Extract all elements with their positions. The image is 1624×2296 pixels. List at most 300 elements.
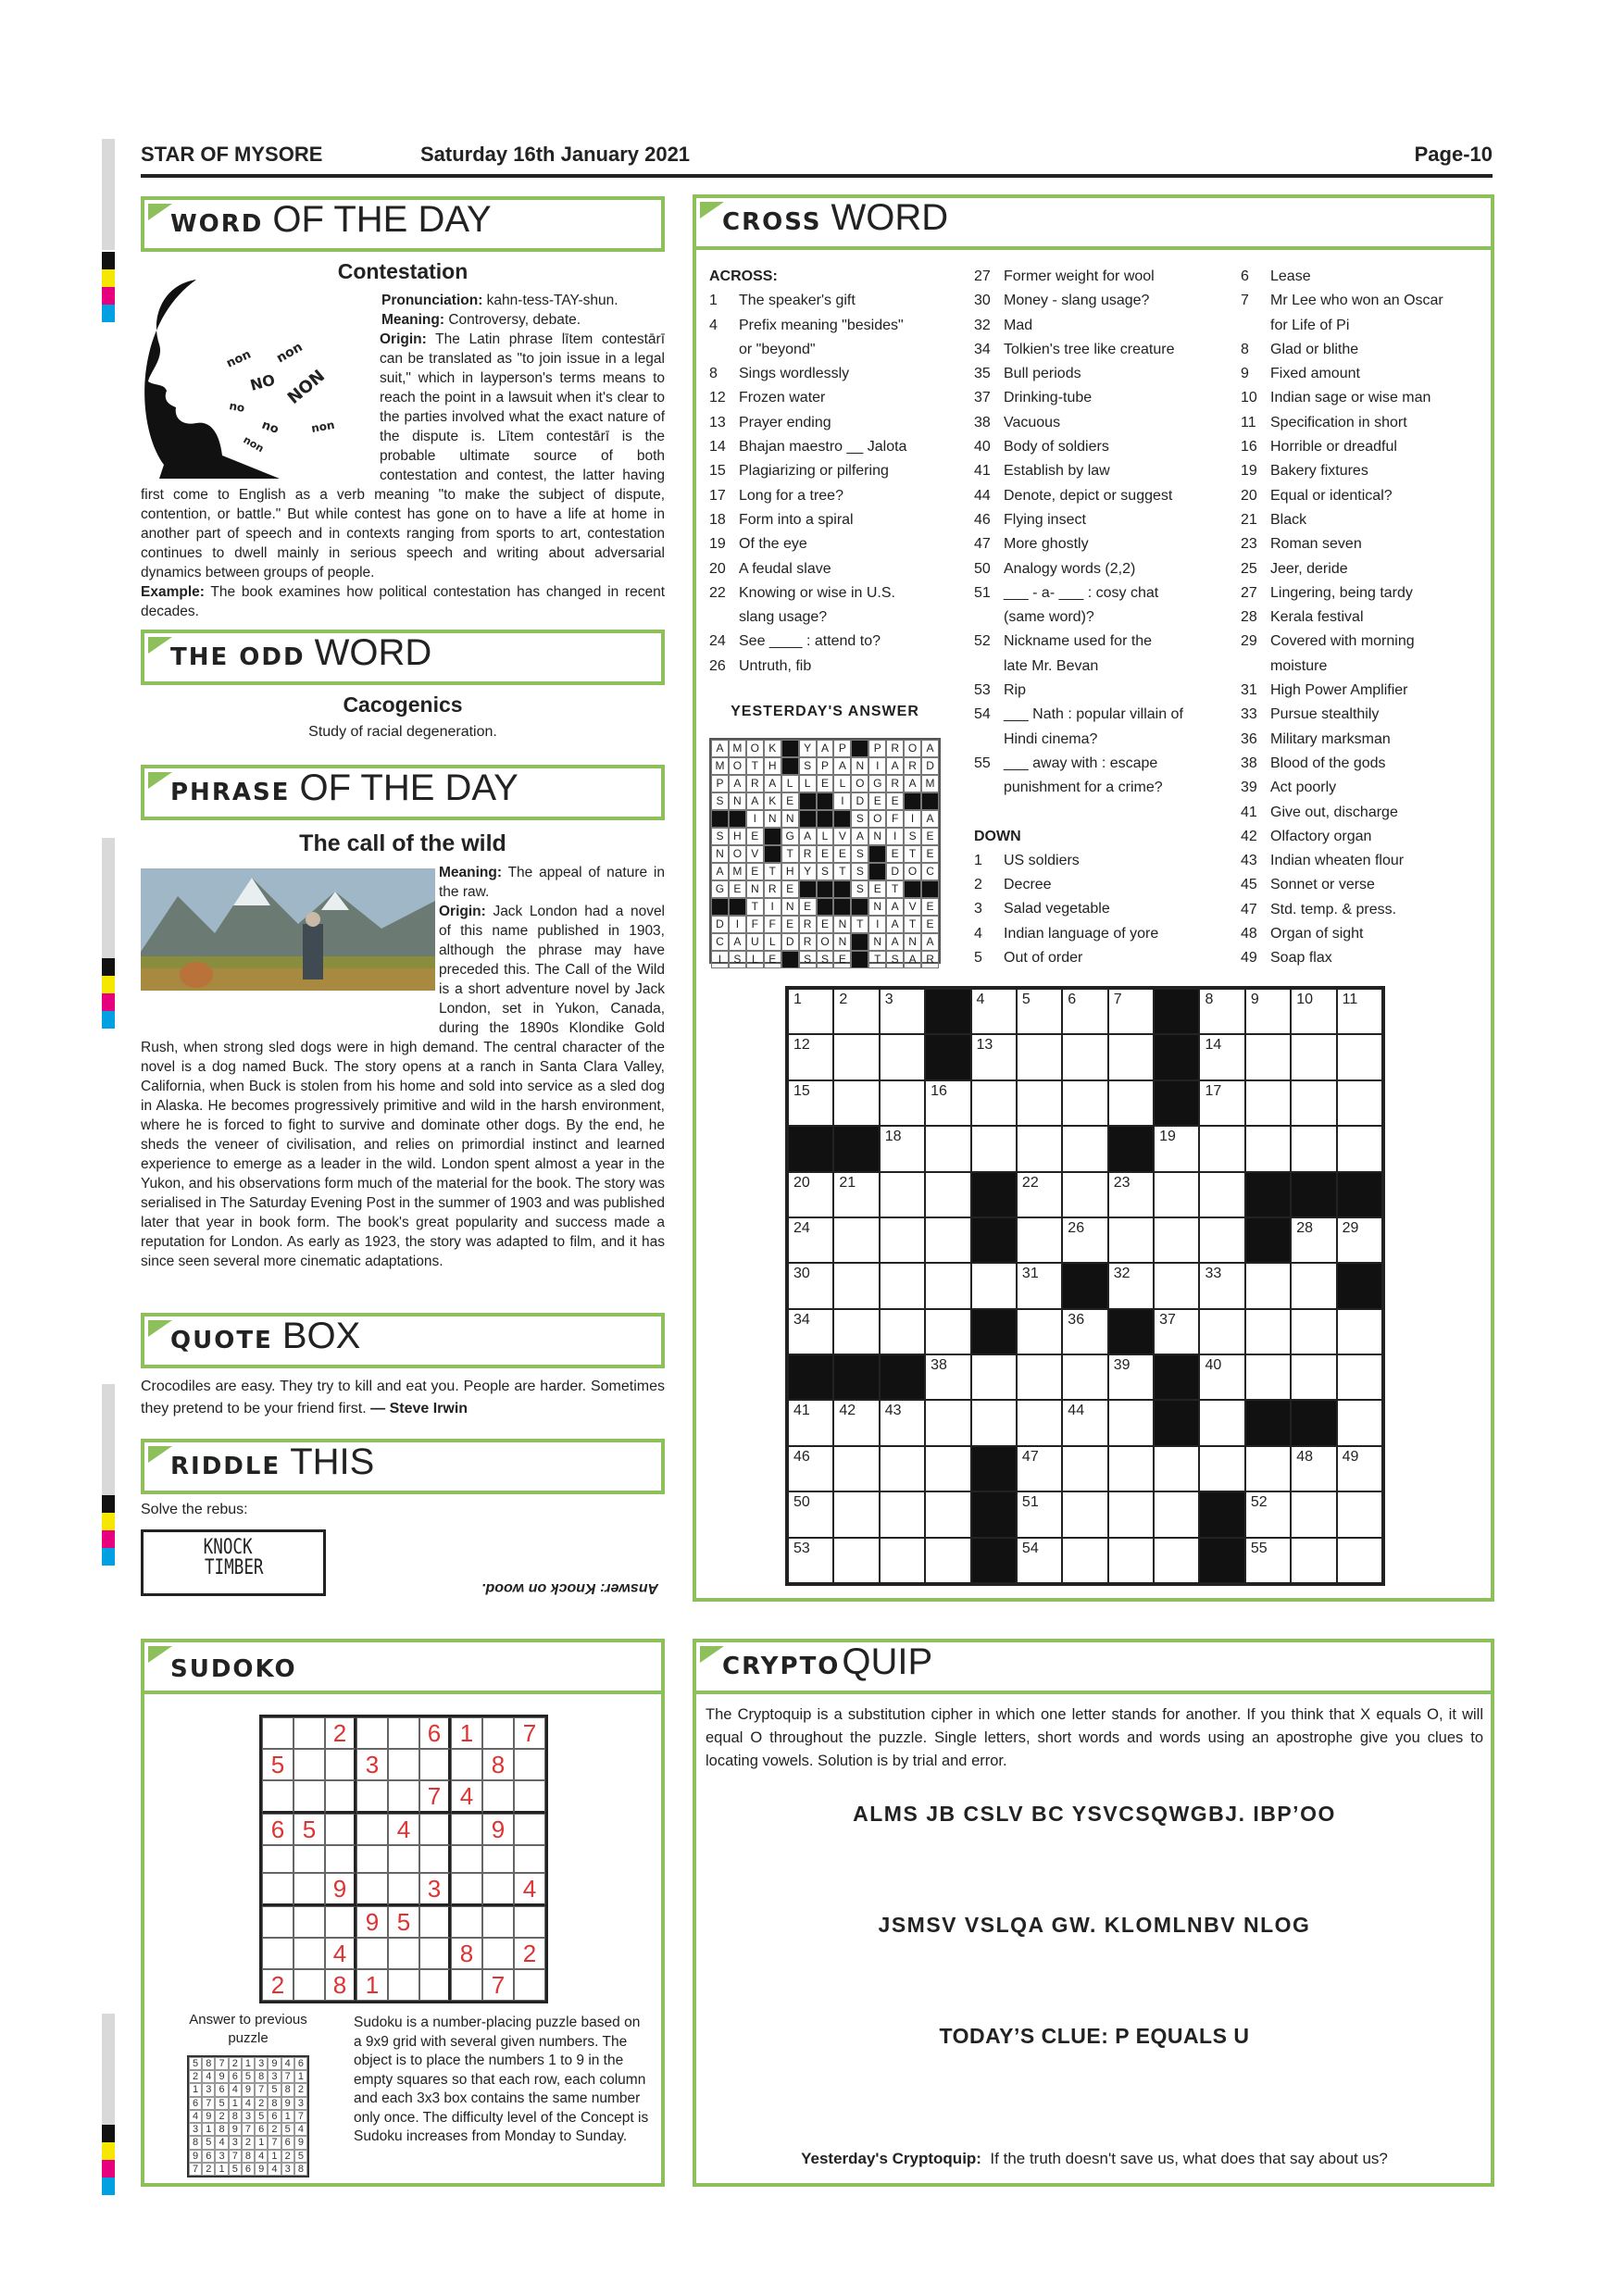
sudoku-cell[interactable]: 2 (262, 1969, 294, 2001)
grid-cell[interactable] (1108, 1080, 1154, 1126)
grid-cell[interactable] (1337, 1217, 1382, 1263)
sudoku-cell[interactable] (451, 1969, 482, 2001)
rebus-word-timber: TIMBER (204, 1556, 264, 1579)
clue-item: 19 Bakery fixtures (1241, 463, 1368, 480)
sudoku-cell[interactable]: 2 (514, 1938, 545, 1969)
grid-cell[interactable] (1199, 1217, 1244, 1263)
grid-cell[interactable] (788, 1080, 833, 1126)
grid-cell[interactable] (1199, 1172, 1244, 1217)
clue-item: 25 Jeer, deride (1241, 560, 1348, 577)
page-header (141, 141, 1493, 178)
sudoku-cell[interactable]: 9 (325, 1873, 356, 1906)
sudoku-cell[interactable]: 2 (325, 1717, 356, 1749)
grid-cell[interactable] (1245, 1034, 1291, 1079)
grid-cell[interactable] (833, 1263, 879, 1308)
grid-cell[interactable] (833, 1491, 879, 1537)
grid-cell[interactable] (1062, 1309, 1107, 1354)
sudoku-cell[interactable]: 1 (356, 1969, 388, 2001)
sudoku-cell[interactable] (514, 1749, 545, 1780)
grid-cell[interactable] (1154, 1446, 1199, 1491)
grid-cell[interactable] (833, 1172, 879, 1217)
grid-cell[interactable] (833, 1080, 879, 1126)
black-cell (1337, 1172, 1382, 1217)
grid-cell[interactable] (1062, 1217, 1107, 1263)
grid-cell[interactable] (925, 1217, 970, 1263)
clue-item: 29 Covered with morning (1241, 633, 1415, 650)
sudoku-cell[interactable]: 4 (325, 1938, 356, 1969)
grid-cell[interactable] (880, 989, 925, 1034)
sudoku-cell[interactable] (388, 1717, 419, 1749)
grid-cell[interactable] (833, 1309, 879, 1354)
cell-number: 4 (976, 992, 985, 1007)
sudoku-cell[interactable]: 3 (419, 1873, 451, 1906)
grid-cell[interactable] (1062, 1446, 1107, 1491)
grid-cell[interactable] (1291, 1126, 1336, 1171)
solution-cell: 4 (215, 2136, 228, 2149)
grid-cell[interactable] (788, 1538, 833, 1583)
grid-cell[interactable] (1108, 1263, 1154, 1308)
black-cell (1291, 1400, 1336, 1445)
cell-number: 54 (1021, 1540, 1039, 1556)
grid-cell[interactable] (880, 1309, 925, 1354)
grid-cell[interactable] (925, 1538, 970, 1583)
answer-cell: D (711, 916, 729, 933)
grid-cell[interactable] (1291, 1263, 1336, 1308)
grid-cell[interactable] (880, 1538, 925, 1583)
sudoku-cell[interactable] (482, 1717, 514, 1749)
grid-cell[interactable] (1337, 1400, 1382, 1445)
sudoku-cell[interactable] (294, 1969, 325, 2001)
sudoku-cell[interactable] (262, 1717, 294, 1749)
answer-cell: T (746, 898, 764, 916)
grid-cell[interactable] (925, 1446, 970, 1491)
sudoku-cell[interactable]: 7 (482, 1969, 514, 2001)
answer-cell (817, 810, 834, 828)
clue-item: 8 Sings wordlessly (709, 366, 850, 382)
answer-cell: A (921, 933, 939, 951)
grid-cell[interactable] (1108, 1354, 1154, 1400)
solution-cell: 9 (268, 2057, 281, 2070)
sudoku-cell[interactable] (451, 1845, 482, 1873)
sudoku-cell[interactable]: 4 (388, 1814, 419, 1845)
grid-cell[interactable] (833, 1538, 879, 1583)
sudoku-cell[interactable] (514, 1814, 545, 1845)
sudoku-cell[interactable] (262, 1873, 294, 1906)
sudoku-cell[interactable]: 6 (419, 1717, 451, 1749)
grid-cell[interactable] (1154, 1126, 1199, 1171)
grid-cell[interactable] (880, 1217, 925, 1263)
sudoku-cell[interactable] (294, 1845, 325, 1873)
grid-cell[interactable] (925, 1400, 970, 1445)
clue-item: 4 Indian language of yore (974, 925, 1159, 942)
black-cell (1108, 1126, 1154, 1171)
solution-cell: 7 (229, 2150, 242, 2163)
sudoku-cell[interactable] (388, 1969, 419, 2001)
grid-cell[interactable] (1291, 1446, 1336, 1491)
grid-cell[interactable] (971, 1126, 1017, 1171)
grid-cell[interactable] (880, 1446, 925, 1491)
solution-cell: 9 (202, 2110, 215, 2123)
sudoku-cell[interactable] (482, 1780, 514, 1814)
grid-cell[interactable] (833, 1034, 879, 1079)
grid-cell[interactable] (833, 1400, 879, 1445)
crossword-grid[interactable] (785, 986, 1385, 1586)
grid-cell[interactable] (1062, 989, 1107, 1034)
sudoku-cell[interactable] (356, 1845, 388, 1873)
grid-cell[interactable] (788, 1263, 833, 1308)
grid-cell[interactable] (1062, 1172, 1107, 1217)
sudoku-cell[interactable] (451, 1906, 482, 1938)
grid-cell[interactable] (1199, 1400, 1244, 1445)
grid-cell[interactable] (1017, 1034, 1062, 1079)
answer-cell: E (764, 951, 781, 968)
sudoku-cell[interactable] (325, 1814, 356, 1845)
grid-cell[interactable] (788, 1217, 833, 1263)
grid-cell[interactable] (1108, 1217, 1154, 1263)
grid-cell[interactable] (1245, 1309, 1291, 1354)
grid-cell[interactable] (833, 1446, 879, 1491)
grid-cell[interactable] (1291, 1080, 1336, 1126)
answer-cell: I (746, 810, 764, 828)
grid-cell[interactable] (1062, 1126, 1107, 1171)
grid-cell[interactable] (1017, 1354, 1062, 1400)
solution-cell: 2 (294, 2083, 307, 2096)
sudoku-cell[interactable] (419, 1814, 451, 1845)
word-details-side: Pronunciation: kahn-tess-TAY-shun. Meaning: Controversy, debate. (381, 293, 618, 328)
answer-cell: O (817, 933, 834, 951)
grid-cell[interactable] (925, 1080, 970, 1126)
grid-cell[interactable] (1154, 1172, 1199, 1217)
grid-cell[interactable] (880, 1172, 925, 1217)
solution-cell: 9 (281, 2097, 294, 2110)
quote-text: Crocodiles are easy. They try to kill and eat you. People are harder. Sometimes they pretend to be your friend first. (141, 1379, 665, 1416)
grid-cell[interactable] (1337, 1538, 1382, 1583)
grid-cell[interactable] (1017, 1263, 1062, 1308)
grid-cell[interactable] (1199, 989, 1244, 1034)
sudoku-cell[interactable] (294, 1749, 325, 1780)
sudoku-cell[interactable] (419, 1749, 451, 1780)
cryptoquip-clue: TODAY’S CLUE: P EQUALS U (939, 2024, 1250, 2048)
sudoku-cell[interactable] (419, 1845, 451, 1873)
sudoku-grid[interactable] (259, 1715, 548, 2003)
sudoku-cell[interactable]: 3 (356, 1749, 388, 1780)
cell-number: 26 (1068, 1219, 1085, 1236)
cell-number: 7 (1113, 992, 1122, 1007)
phrase-origin: Jack London had a novel of this name published in 1903, although the phrase may have preceded this. The Call of the Wild is a short adventure novel by Jack London, set in Yukon, Canada, during the 1890s Klondike Gold Rush, when strong sled dogs were in high demand. The central character of the novel is a dog named Buck. The story opens at a ranch in Santa Clara Valley, California, when Buck is stolen from his home and sold into service as a sled dog in Alaska. He becomes progressively primitive and wild in the harsh environment, where he is forced to fight to survive and dominate other dogs. By the end, he sheds the veneer of civilisation, and relies on primordial instinct and learned experience to emerge as a leader in the wild. London spent almost a year in the Yukon, and his observations form much of the material for the book. The story was serialised in The Saturday Evening Post in the summer of 1903 and was published later that year in book form. The book's great popularity and success made a reputation for London. As early as 1923, the story was adapted to film, and it has since seen several more cinematic adaptations. (141, 904, 666, 1269)
solution-cell: 9 (229, 2123, 242, 2136)
sudoku-cell[interactable] (482, 1938, 514, 1969)
answer-cell: S (851, 863, 868, 880)
clue-item: 34 Tolkien's tree like creature (974, 341, 1175, 357)
clue-item: 1 US soldiers (974, 852, 1080, 868)
grid-cell[interactable] (880, 1034, 925, 1079)
clue-item: 47 More ghostly (974, 536, 1089, 553)
grid-cell[interactable] (1337, 1446, 1382, 1491)
cell-number: 32 (1113, 1266, 1131, 1282)
sudoku-cell[interactable] (419, 1969, 451, 2001)
grid-cell[interactable] (1108, 1034, 1154, 1079)
grid-cell[interactable] (1017, 1538, 1062, 1583)
sudoku-cell[interactable] (482, 1906, 514, 1938)
clue-item: 49 Soap flax (1241, 950, 1332, 967)
grid-cell[interactable] (1337, 1126, 1382, 1171)
grid-cell[interactable] (1199, 1034, 1244, 1079)
grid-cell[interactable] (788, 1400, 833, 1445)
answer-cell: Y (799, 863, 817, 880)
grid-cell[interactable] (788, 1491, 833, 1537)
grid-cell[interactable] (1017, 1309, 1062, 1354)
grid-cell[interactable] (1199, 1446, 1244, 1491)
solution-cell: 6 (255, 2123, 268, 2136)
sudoku-cell[interactable] (356, 1873, 388, 1906)
grid-cell[interactable] (1337, 1034, 1382, 1079)
grid-cell[interactable] (1199, 1354, 1244, 1400)
grid-cell[interactable] (1337, 1354, 1382, 1400)
sudoku-cell[interactable]: 7 (419, 1780, 451, 1814)
grid-cell[interactable] (880, 1400, 925, 1445)
grid-cell[interactable] (1337, 1080, 1382, 1126)
grid-cell[interactable] (1245, 1126, 1291, 1171)
grid-cell[interactable] (1154, 1309, 1199, 1354)
grid-cell[interactable] (1062, 1080, 1107, 1126)
answer-cell: S (817, 863, 834, 880)
grid-cell[interactable] (1337, 989, 1382, 1034)
answer-cell (833, 898, 851, 916)
sudoku-cell[interactable]: 5 (262, 1749, 294, 1780)
sudoku-cell[interactable]: 1 (451, 1717, 482, 1749)
grid-cell[interactable] (1245, 1446, 1291, 1491)
grid-cell[interactable] (925, 1126, 970, 1171)
grid-cell[interactable] (880, 1126, 925, 1171)
grid-cell[interactable] (1245, 1538, 1291, 1583)
grid-cell[interactable] (1017, 1491, 1062, 1537)
answer-cell: O (729, 757, 746, 775)
grid-cell[interactable] (1017, 1126, 1062, 1171)
grid-cell[interactable] (1108, 1446, 1154, 1491)
sudoku-cell[interactable]: 8 (451, 1938, 482, 1969)
solution-cell: 8 (268, 2097, 281, 2110)
clue-item: 15 Plagiarizing or pilfering (709, 463, 889, 480)
answer-cell (817, 898, 834, 916)
grid-cell[interactable] (925, 1491, 970, 1537)
grid-cell[interactable] (1062, 1538, 1107, 1583)
grid-cell[interactable] (1291, 989, 1336, 1034)
grid-cell[interactable] (1291, 1034, 1336, 1079)
grid-cell[interactable] (788, 1446, 833, 1491)
grid-cell[interactable] (1199, 1080, 1244, 1126)
sudoku-cell[interactable]: 9 (356, 1906, 388, 1938)
sudoku-cell[interactable] (356, 1814, 388, 1845)
black-cell (880, 1354, 925, 1400)
grid-cell[interactable] (1337, 1491, 1382, 1537)
grid-cell[interactable] (925, 1172, 970, 1217)
sudoku-cell[interactable] (325, 1749, 356, 1780)
grid-cell[interactable] (1245, 1491, 1291, 1537)
sudoku-cell[interactable]: 8 (482, 1749, 514, 1780)
grid-cell[interactable] (1199, 1309, 1244, 1354)
grid-cell[interactable] (1199, 1263, 1244, 1308)
grid-cell[interactable] (1154, 1217, 1199, 1263)
grid-cell[interactable] (1108, 1172, 1154, 1217)
solution-cell: 6 (242, 2163, 255, 2176)
sudoku-cell[interactable] (514, 1969, 545, 2001)
grid-cell[interactable] (1291, 1309, 1336, 1354)
grid-cell[interactable] (833, 989, 879, 1034)
grid-cell[interactable] (788, 1309, 833, 1354)
quote (141, 1376, 665, 1420)
grid-cell[interactable] (971, 989, 1017, 1034)
cell-number: 37 (1159, 1311, 1176, 1328)
sudoku-cell[interactable] (388, 1780, 419, 1814)
grid-cell[interactable] (1017, 1217, 1062, 1263)
grid-cell[interactable] (1154, 1263, 1199, 1308)
clue-item: 53 Rip (974, 682, 1027, 699)
sudoku-cell[interactable]: 8 (325, 1969, 356, 2001)
sudoku-cell[interactable] (262, 1938, 294, 1969)
grid-cell[interactable] (1017, 989, 1062, 1034)
sudoku-cell[interactable] (325, 1780, 356, 1814)
grid-cell[interactable] (1062, 1034, 1107, 1079)
grid-cell[interactable] (1291, 1538, 1336, 1583)
sudoku-cell[interactable] (325, 1906, 356, 1938)
sudoku-cell[interactable] (451, 1814, 482, 1845)
sudoku-cell[interactable] (482, 1845, 514, 1873)
grid-cell[interactable] (971, 1400, 1017, 1445)
registration-bar (102, 139, 115, 250)
answer-cell (868, 863, 886, 880)
grid-cell[interactable] (1108, 1400, 1154, 1445)
sudoku-cell[interactable]: 5 (388, 1906, 419, 1938)
black-cell (1245, 1217, 1291, 1263)
sudoku-cell[interactable] (356, 1938, 388, 1969)
answer-cell: L (833, 775, 851, 792)
sudoku-cell[interactable] (514, 1906, 545, 1938)
grid-cell[interactable] (788, 989, 833, 1034)
solution-cell: 7 (281, 2070, 294, 2083)
grid-cell[interactable] (1017, 1446, 1062, 1491)
answer-cell (711, 898, 729, 916)
grid-cell[interactable] (1108, 1491, 1154, 1537)
sudoku-cell[interactable] (356, 1780, 388, 1814)
grid-cell[interactable] (880, 1263, 925, 1308)
grid-cell[interactable] (1062, 1354, 1107, 1400)
grid-cell[interactable] (971, 1034, 1017, 1079)
black-cell (1291, 1172, 1336, 1217)
answer-cell: A (921, 810, 939, 828)
sudoku-cell[interactable] (294, 1906, 325, 1938)
sudoku-cell[interactable]: 4 (514, 1873, 545, 1906)
grid-cell[interactable] (1291, 1354, 1336, 1400)
grid-cell[interactable] (971, 1354, 1017, 1400)
sudoku-cell[interactable] (262, 1845, 294, 1873)
sudoku-cell[interactable] (419, 1938, 451, 1969)
sudoku-cell[interactable]: 4 (451, 1780, 482, 1814)
sudoku-cell[interactable] (325, 1845, 356, 1873)
grid-cell[interactable] (1291, 1217, 1336, 1263)
sudoku-cell[interactable] (356, 1717, 388, 1749)
grid-cell[interactable] (1291, 1491, 1336, 1537)
clue-item: 3 Salad vegetable (974, 901, 1110, 917)
sudoku-cell[interactable] (514, 1845, 545, 1873)
grid-cell[interactable] (1017, 1080, 1062, 1126)
grid-cell[interactable] (1245, 1080, 1291, 1126)
grid-cell[interactable] (788, 1172, 833, 1217)
answer-cell: N (833, 933, 851, 951)
answer-cell: E (868, 880, 886, 898)
sudoku-cell[interactable] (514, 1780, 545, 1814)
sudoku-cell[interactable] (294, 1717, 325, 1749)
sudoku-cell[interactable] (294, 1873, 325, 1906)
grid-cell[interactable] (788, 1034, 833, 1079)
sudoku-cell[interactable] (294, 1780, 325, 1814)
color-swatches (102, 958, 115, 1029)
sudoku-cell[interactable] (294, 1938, 325, 1969)
sudoku-cell[interactable]: 6 (262, 1814, 294, 1845)
grid-cell[interactable] (1108, 989, 1154, 1034)
sudoku-cell[interactable]: 9 (482, 1814, 514, 1845)
cell-number: 28 (1296, 1219, 1314, 1236)
sudoku-cell[interactable] (388, 1845, 419, 1873)
solution-cell: 5 (281, 2123, 294, 2136)
grid-cell[interactable] (971, 1263, 1017, 1308)
svg-text:non: non (274, 339, 306, 367)
answer-cell (921, 880, 939, 898)
answer-cell (781, 740, 799, 757)
grid-cell[interactable] (971, 1080, 1017, 1126)
grid-cell[interactable] (1245, 1354, 1291, 1400)
svg-text:no: no (228, 399, 246, 415)
sudoku-cell[interactable] (419, 1906, 451, 1938)
grid-cell[interactable] (925, 1309, 970, 1354)
grid-cell[interactable] (925, 1354, 970, 1400)
black-cell (1245, 1172, 1291, 1217)
grid-cell[interactable] (833, 1217, 879, 1263)
black-cell (833, 1354, 879, 1400)
grid-cell[interactable] (1108, 1538, 1154, 1583)
grid-cell[interactable] (1337, 1309, 1382, 1354)
grid-cell[interactable] (1245, 989, 1291, 1034)
sudoku-cell[interactable] (388, 1749, 419, 1780)
grid-cell[interactable] (1017, 1400, 1062, 1445)
cell-number: 39 (1113, 1357, 1131, 1374)
answer-cell: S (799, 951, 817, 968)
sudoku-cell[interactable] (262, 1780, 294, 1814)
grid-cell[interactable] (880, 1080, 925, 1126)
grid-cell[interactable] (880, 1491, 925, 1537)
sudoku-cell[interactable]: 5 (294, 1814, 325, 1845)
sudoku-cell[interactable]: 7 (514, 1717, 545, 1749)
sudoku-cell[interactable] (388, 1873, 419, 1906)
grid-cell[interactable] (1199, 1126, 1244, 1171)
sudoku-cell[interactable] (262, 1906, 294, 1938)
sudoku-cell[interactable] (388, 1938, 419, 1969)
grid-cell[interactable] (1017, 1172, 1062, 1217)
sudoku-cell[interactable] (451, 1873, 482, 1906)
solution-cell: 1 (242, 2057, 255, 2070)
solution-cell: 8 (242, 2150, 255, 2163)
answer-cell: T (904, 916, 921, 933)
grid-cell[interactable] (1062, 1400, 1107, 1445)
grid-cell[interactable] (1154, 1491, 1199, 1537)
grid-cell[interactable] (1062, 1491, 1107, 1537)
grid-cell[interactable] (1154, 1538, 1199, 1583)
sudoku-cell[interactable] (451, 1749, 482, 1780)
solution-cell: 2 (255, 2097, 268, 2110)
sudoku-cell[interactable] (482, 1873, 514, 1906)
grid-cell[interactable] (1245, 1263, 1291, 1308)
grid-cell[interactable] (925, 1263, 970, 1308)
answer-cell (711, 810, 729, 828)
